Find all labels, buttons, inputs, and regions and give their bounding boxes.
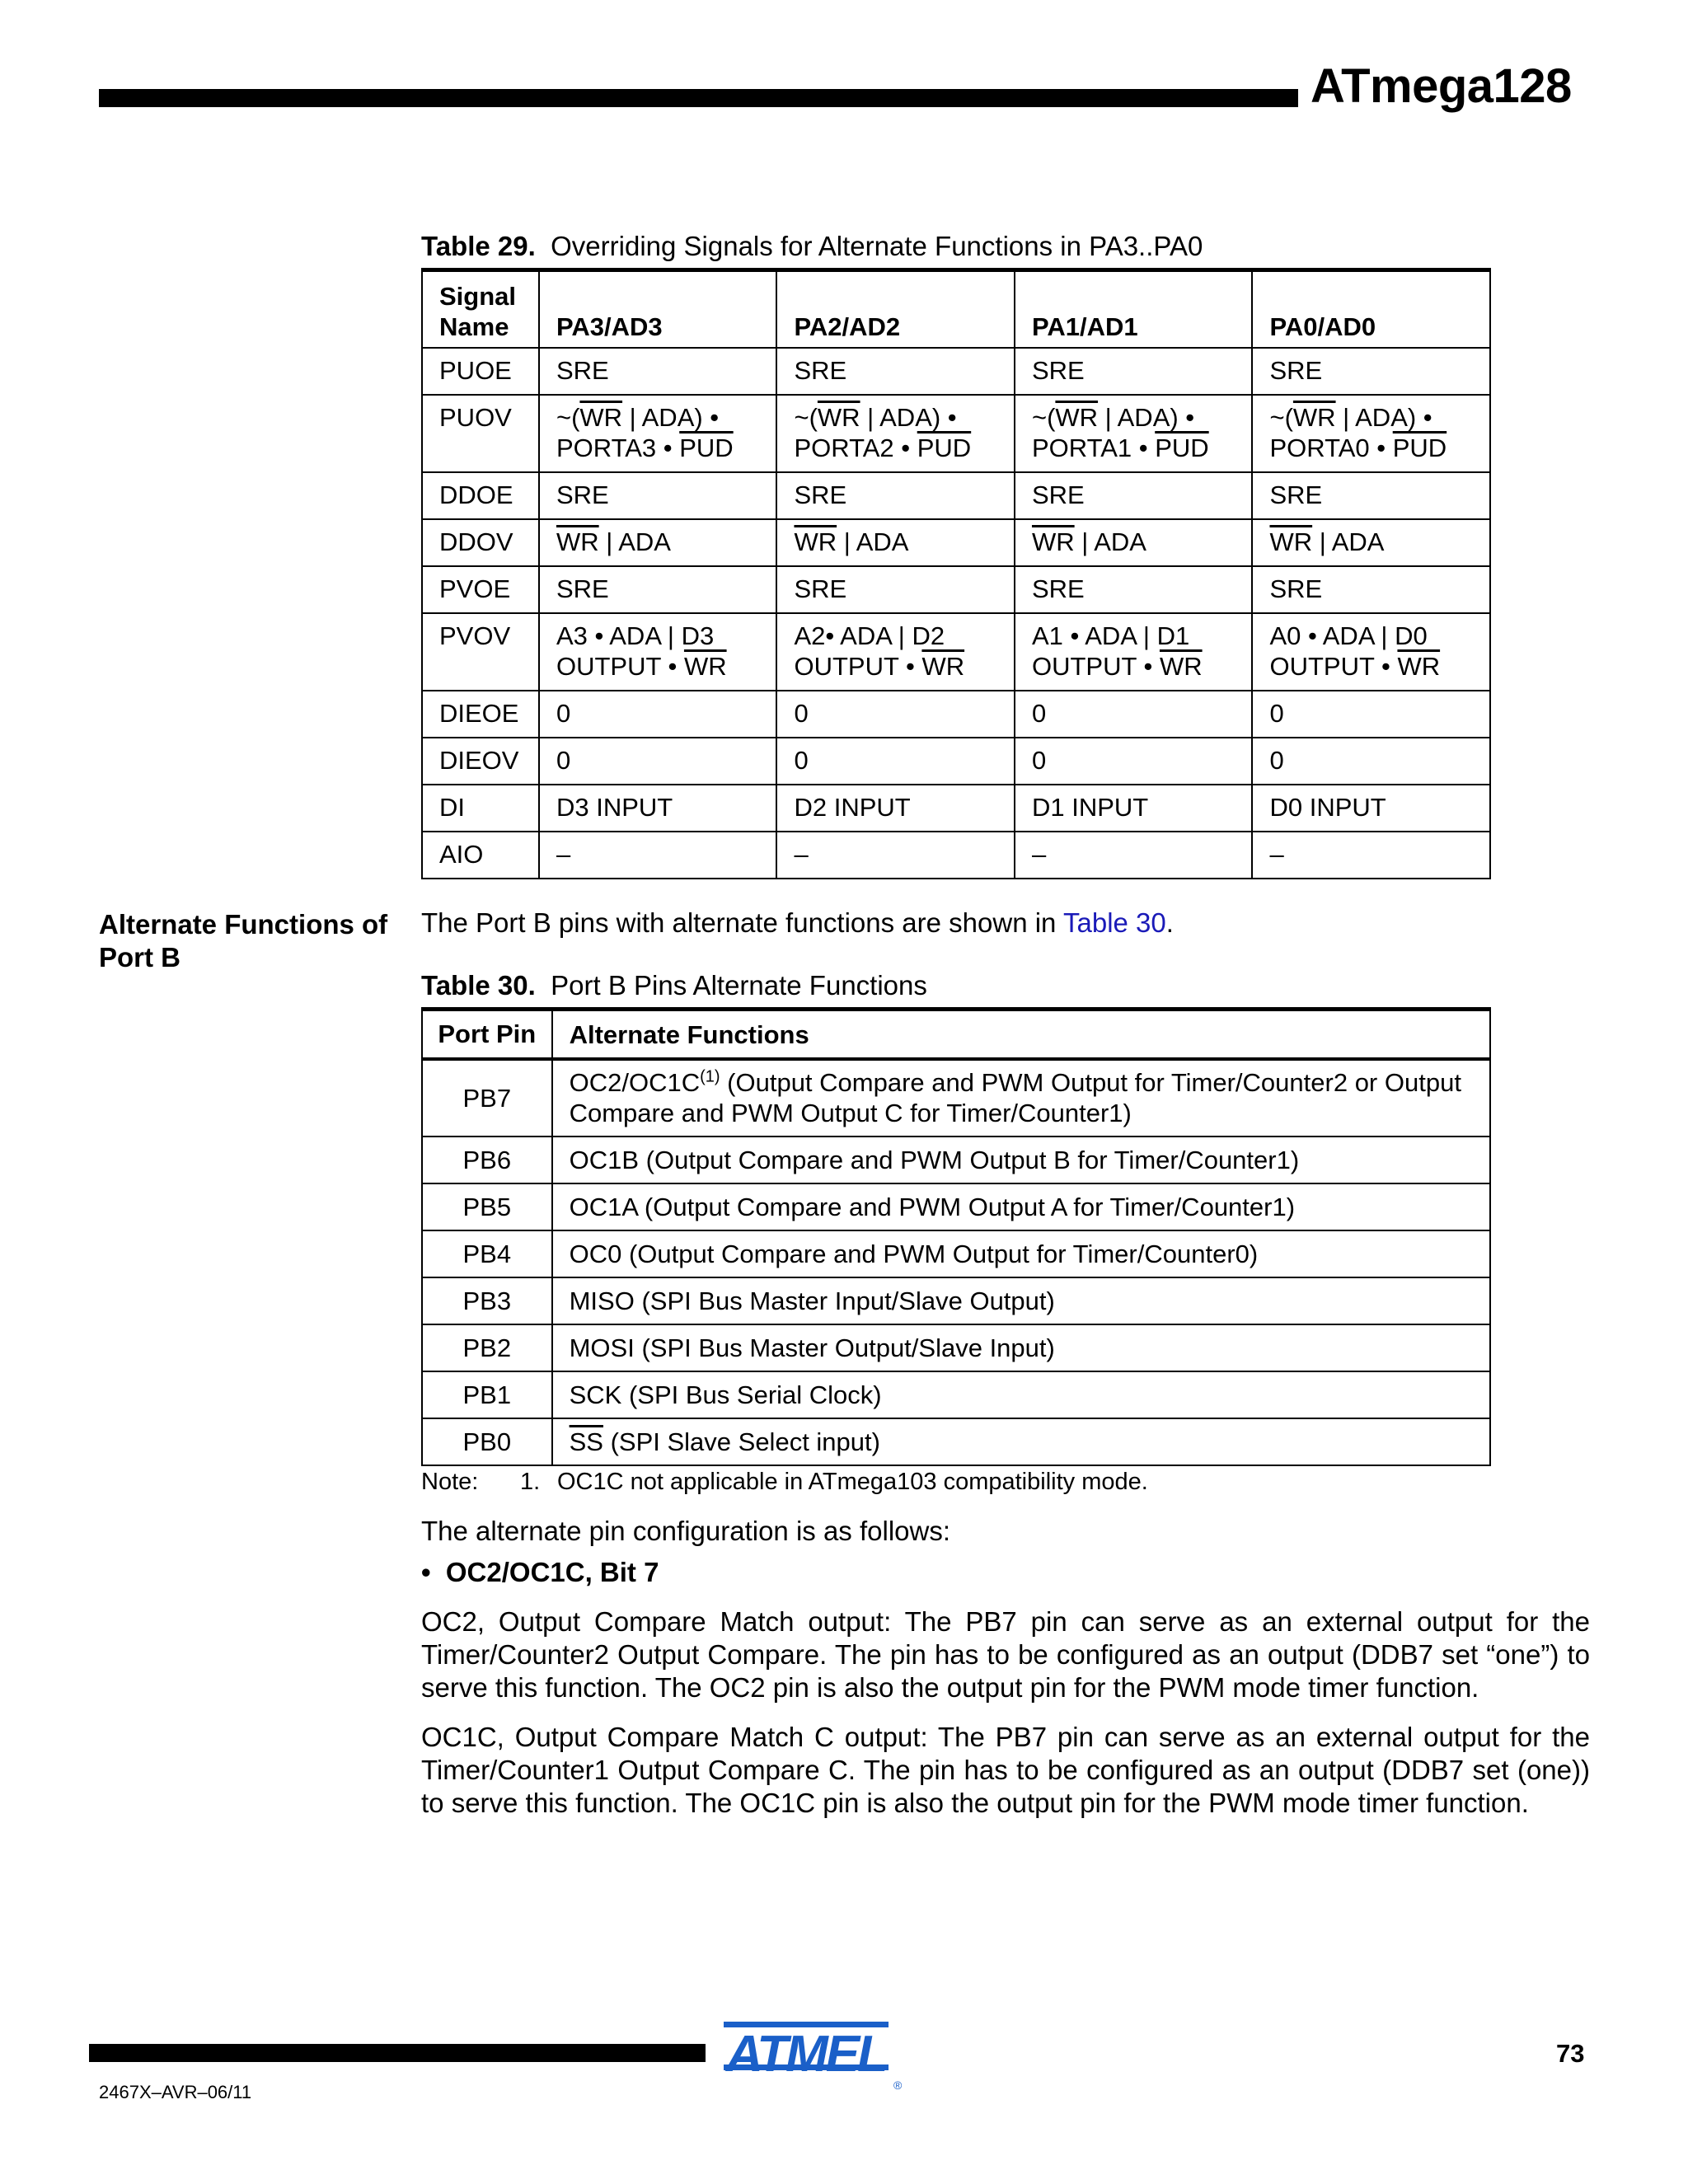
table-row xyxy=(422,1137,1490,1183)
bullet-heading: • OC2/OC1C, Bit 7 xyxy=(421,1557,659,1587)
table-cell xyxy=(539,395,777,472)
cell-text: | ADA) • xyxy=(1098,402,1195,432)
wr-signal: $\overline{WR}$ xyxy=(579,402,623,432)
signal-name: PUOE xyxy=(422,348,539,395)
section-heading xyxy=(99,908,412,974)
table-cell xyxy=(776,395,1015,472)
cell-text: ~( xyxy=(556,402,580,432)
intro-paragraph xyxy=(421,907,1174,940)
table-cell: 0 xyxy=(776,691,1015,738)
table-header-row xyxy=(422,1010,1490,1059)
table-row xyxy=(422,1324,1490,1371)
table-cell: – xyxy=(776,832,1015,879)
cell-text: | ADA) • xyxy=(860,402,957,432)
table-cell: D3 INPUT xyxy=(539,785,777,832)
header-signal-line1: Signal xyxy=(439,281,517,311)
cell-text: ~( xyxy=(794,402,818,432)
table-row xyxy=(422,348,1490,395)
table-row xyxy=(422,691,1490,738)
cell-text: (Output Compare and PWM Output for Timer/Counter2 or Output Compare and PWM Output C for Timer/Counter1) xyxy=(569,1068,1461,1127)
signal-name: PVOV xyxy=(422,613,539,691)
table-cell: D1 INPUT xyxy=(1015,785,1253,832)
cell-text: OUTPUT • xyxy=(556,651,684,681)
signal-name: PUOV xyxy=(422,395,539,472)
table-cell: 0 xyxy=(1015,691,1253,738)
table-cell xyxy=(1015,613,1253,691)
table-cell: SRE xyxy=(776,472,1015,519)
signal-name: DIEOV xyxy=(422,738,539,785)
table-row xyxy=(422,566,1490,613)
note-text: OC1C not applicable in ATmega103 compatibility mode. xyxy=(557,1469,1148,1495)
table-cell xyxy=(776,519,1015,566)
pud-signal: $\overline{PUD}$ xyxy=(917,433,972,462)
table-cell xyxy=(539,519,777,566)
table-30-caption-text: Port B Pins Alternate Functions xyxy=(551,970,927,1001)
wr-signal: $\overline{WR}$ xyxy=(1159,651,1203,681)
alternate-function: OC0 (Output Compare and PWM Output for Timer/Counter0) xyxy=(552,1230,1490,1277)
table-29-caption-label: Table 29. xyxy=(421,231,536,261)
cell-text: OC2/OC1C xyxy=(569,1068,701,1097)
cell-text: | ADA xyxy=(1074,527,1146,556)
table-29-caption xyxy=(421,232,1203,260)
table-row xyxy=(422,472,1490,519)
logo-wordmark: ATMEL xyxy=(726,2026,886,2083)
alternate-function xyxy=(552,1059,1490,1137)
table-cell xyxy=(1015,519,1253,566)
note-label: Note: xyxy=(421,1469,479,1495)
alternate-function: MOSI (SPI Bus Master Output/Slave Input) xyxy=(552,1324,1490,1371)
table-cell: SRE xyxy=(1015,566,1253,613)
ss-signal: $\overline{SS}$ xyxy=(569,1427,603,1456)
wr-signal: $\overline{WR}$ xyxy=(1269,527,1313,556)
cell-text: A3 • ADA | D3 xyxy=(556,621,715,650)
signal-name: DIEOE xyxy=(422,691,539,738)
wr-signal: $\overline{WR}$ xyxy=(921,651,965,681)
signal-name: AIO xyxy=(422,832,539,879)
page-number: 73 xyxy=(1556,2039,1585,2068)
cell-text: | ADA) • xyxy=(1335,402,1432,432)
table-cell: 0 xyxy=(1015,738,1253,785)
bullet-heading-text: OC2/OC1C, Bit 7 xyxy=(445,1557,659,1587)
section-heading-line1: Alternate Functions of xyxy=(99,909,388,940)
wr-signal: $\overline{WR}$ xyxy=(1397,651,1441,681)
header-alternate-functions: Alternate Functions xyxy=(552,1010,1490,1059)
wr-signal: $\overline{WR}$ xyxy=(817,402,860,432)
cell-text: A2• ADA | D2 xyxy=(794,621,945,650)
table-row xyxy=(422,1277,1490,1324)
table-row xyxy=(422,519,1490,566)
table-cell xyxy=(1252,519,1490,566)
table-cell xyxy=(539,613,777,691)
table-cell xyxy=(1015,395,1253,472)
table-cell: SRE xyxy=(539,348,777,395)
table-row xyxy=(422,1418,1490,1465)
table-cell xyxy=(776,613,1015,691)
table-cell: – xyxy=(1252,832,1490,879)
config-intro: The alternate pin configuration is as follows: xyxy=(421,1516,951,1546)
signal-name: DI xyxy=(422,785,539,832)
table-cell: SRE xyxy=(1252,348,1490,395)
note-number: 1. xyxy=(520,1469,541,1495)
table-cell: – xyxy=(539,832,777,879)
wr-signal: $\overline{WR}$ xyxy=(1292,402,1336,432)
footnote-ref: (1) xyxy=(700,1067,720,1086)
cell-text: OUTPUT • xyxy=(794,651,922,681)
alternate-function: MISO (SPI Bus Master Input/Slave Output) xyxy=(552,1277,1490,1324)
cell-text: OUTPUT • xyxy=(1031,651,1160,681)
cell-text: ~( xyxy=(1269,402,1293,432)
table-29 xyxy=(421,268,1491,879)
cell-text: (SPI Slave Select input) xyxy=(603,1427,880,1456)
table-cell: 0 xyxy=(539,691,777,738)
table-29-caption-text: Overriding Signals for Alternate Functions in PA3..PA0 xyxy=(551,231,1203,261)
cell-text: PORTA2 • xyxy=(794,433,917,462)
table-cell: SRE xyxy=(1252,472,1490,519)
intro-text: The Port B pins with alternate functions are shown in xyxy=(421,907,1063,938)
port-pin: PB0 xyxy=(422,1418,552,1465)
cell-text: OUTPUT • xyxy=(1269,651,1398,681)
table-row xyxy=(422,1059,1490,1137)
cell-text: ~( xyxy=(1031,402,1056,432)
atmel-logo xyxy=(724,2013,905,2094)
header-rule xyxy=(99,89,1298,107)
cell-text: | ADA xyxy=(598,527,671,556)
table-cell: SRE xyxy=(776,348,1015,395)
port-pin: PB1 xyxy=(422,1371,552,1418)
header-signal-line2: Name xyxy=(439,312,509,341)
wr-signal: $\overline{WR}$ xyxy=(1055,402,1099,432)
header-pa2: PA2/AD2 xyxy=(776,270,1015,348)
header-port-pin: Port Pin xyxy=(422,1010,552,1059)
registered-mark: ® xyxy=(893,2079,903,2092)
table-cell: 0 xyxy=(539,738,777,785)
footer-rule xyxy=(89,2044,706,2062)
table-header-row xyxy=(422,270,1490,348)
wr-signal: $\overline{WR}$ xyxy=(683,651,727,681)
table-note xyxy=(421,1469,1148,1496)
cell-text: PORTA0 • xyxy=(1269,433,1393,462)
signal-name: DDOV xyxy=(422,519,539,566)
pud-signal: $\overline{PUD}$ xyxy=(1155,433,1209,462)
port-pin: PB7 xyxy=(422,1059,552,1137)
cell-text: | ADA) • xyxy=(622,402,720,432)
table-cell: – xyxy=(1015,832,1253,879)
alternate-function: SCK (SPI Bus Serial Clock) xyxy=(552,1371,1490,1418)
table-30-caption-label: Table 30. xyxy=(421,970,536,1001)
table-row xyxy=(422,832,1490,879)
table-row xyxy=(422,613,1490,691)
section-heading-line2: Port B xyxy=(99,942,181,972)
wr-signal: $\overline{WR}$ xyxy=(556,527,599,556)
header-pa0: PA0/AD0 xyxy=(1252,270,1490,348)
table-cell: SRE xyxy=(539,472,777,519)
wr-signal: $\overline{WR}$ xyxy=(1031,527,1075,556)
header-signal-name xyxy=(422,270,539,348)
page-title: ATmega128 xyxy=(1311,59,1572,113)
alternate-function: OC1B (Output Compare and PWM Output B for Timer/Counter1) xyxy=(552,1137,1490,1183)
table-cell: SRE xyxy=(776,566,1015,613)
document-code: 2467X–AVR–06/11 xyxy=(99,2082,252,2102)
table-row xyxy=(422,1230,1490,1277)
paragraph-oc2: OC2, Output Compare Match output: The PB7 pin can serve as an external output for the Timer/Counter2 Output Compare. The pin has to be configured as an output (DDB7 set “one”) to serve this function. The OC2 pin is also the output pin for the PWM mode timer function. xyxy=(421,1606,1590,1703)
signal-name: DDOE xyxy=(422,472,539,519)
table-30-link[interactable]: Table 30 xyxy=(1062,907,1166,938)
table-cell: D0 INPUT xyxy=(1252,785,1490,832)
cell-text: PORTA1 • xyxy=(1031,433,1156,462)
port-pin: PB6 xyxy=(422,1137,552,1183)
table-row xyxy=(422,738,1490,785)
table-cell: 0 xyxy=(776,738,1015,785)
table-cell: SRE xyxy=(1015,472,1253,519)
table-row xyxy=(422,395,1490,472)
table-cell: D2 INPUT xyxy=(776,785,1015,832)
table-row xyxy=(422,1183,1490,1230)
port-pin: PB2 xyxy=(422,1324,552,1371)
cell-text: | ADA xyxy=(1312,527,1385,556)
cell-text: PORTA3 • xyxy=(556,433,680,462)
port-pin: PB4 xyxy=(422,1230,552,1277)
table-cell xyxy=(1252,395,1490,472)
header-pa3: PA3/AD3 xyxy=(539,270,777,348)
signal-name: PVOE xyxy=(422,566,539,613)
port-pin: PB3 xyxy=(422,1277,552,1324)
table-row xyxy=(422,785,1490,832)
table-30 xyxy=(421,1007,1491,1466)
cell-text: A1 • ADA | D1 xyxy=(1031,621,1190,650)
table-row xyxy=(422,1371,1490,1418)
alternate-function xyxy=(552,1418,1490,1465)
intro-text-end: . xyxy=(1165,907,1174,938)
table-cell: SRE xyxy=(1015,348,1253,395)
pud-signal: $\overline{PUD}$ xyxy=(1392,433,1447,462)
table-cell: SRE xyxy=(1252,566,1490,613)
paragraph-oc1c: OC1C, Output Compare Match C output: The PB7 pin can serve as an external output for the Timer/Counter1 Output Compare C. The pin has to be configured as an output (DDB7 set (one)) to serve this function. The OC1C pin is also the output pin for the PWM mode timer function. xyxy=(421,1722,1590,1818)
cell-text: | ADA xyxy=(837,527,909,556)
table-cell: SRE xyxy=(539,566,777,613)
table-cell: 0 xyxy=(1252,738,1490,785)
table-cell xyxy=(1252,613,1490,691)
cell-text: A0 • ADA | D0 xyxy=(1269,621,1428,650)
wr-signal: $\overline{WR}$ xyxy=(794,527,837,556)
table-30-caption xyxy=(421,972,927,999)
alternate-function: OC1A (Output Compare and PWM Output A for Timer/Counter1) xyxy=(552,1183,1490,1230)
pud-signal: $\overline{PUD}$ xyxy=(679,433,734,462)
port-pin: PB5 xyxy=(422,1183,552,1230)
header-pa1: PA1/AD1 xyxy=(1015,270,1253,348)
table-cell: 0 xyxy=(1252,691,1490,738)
